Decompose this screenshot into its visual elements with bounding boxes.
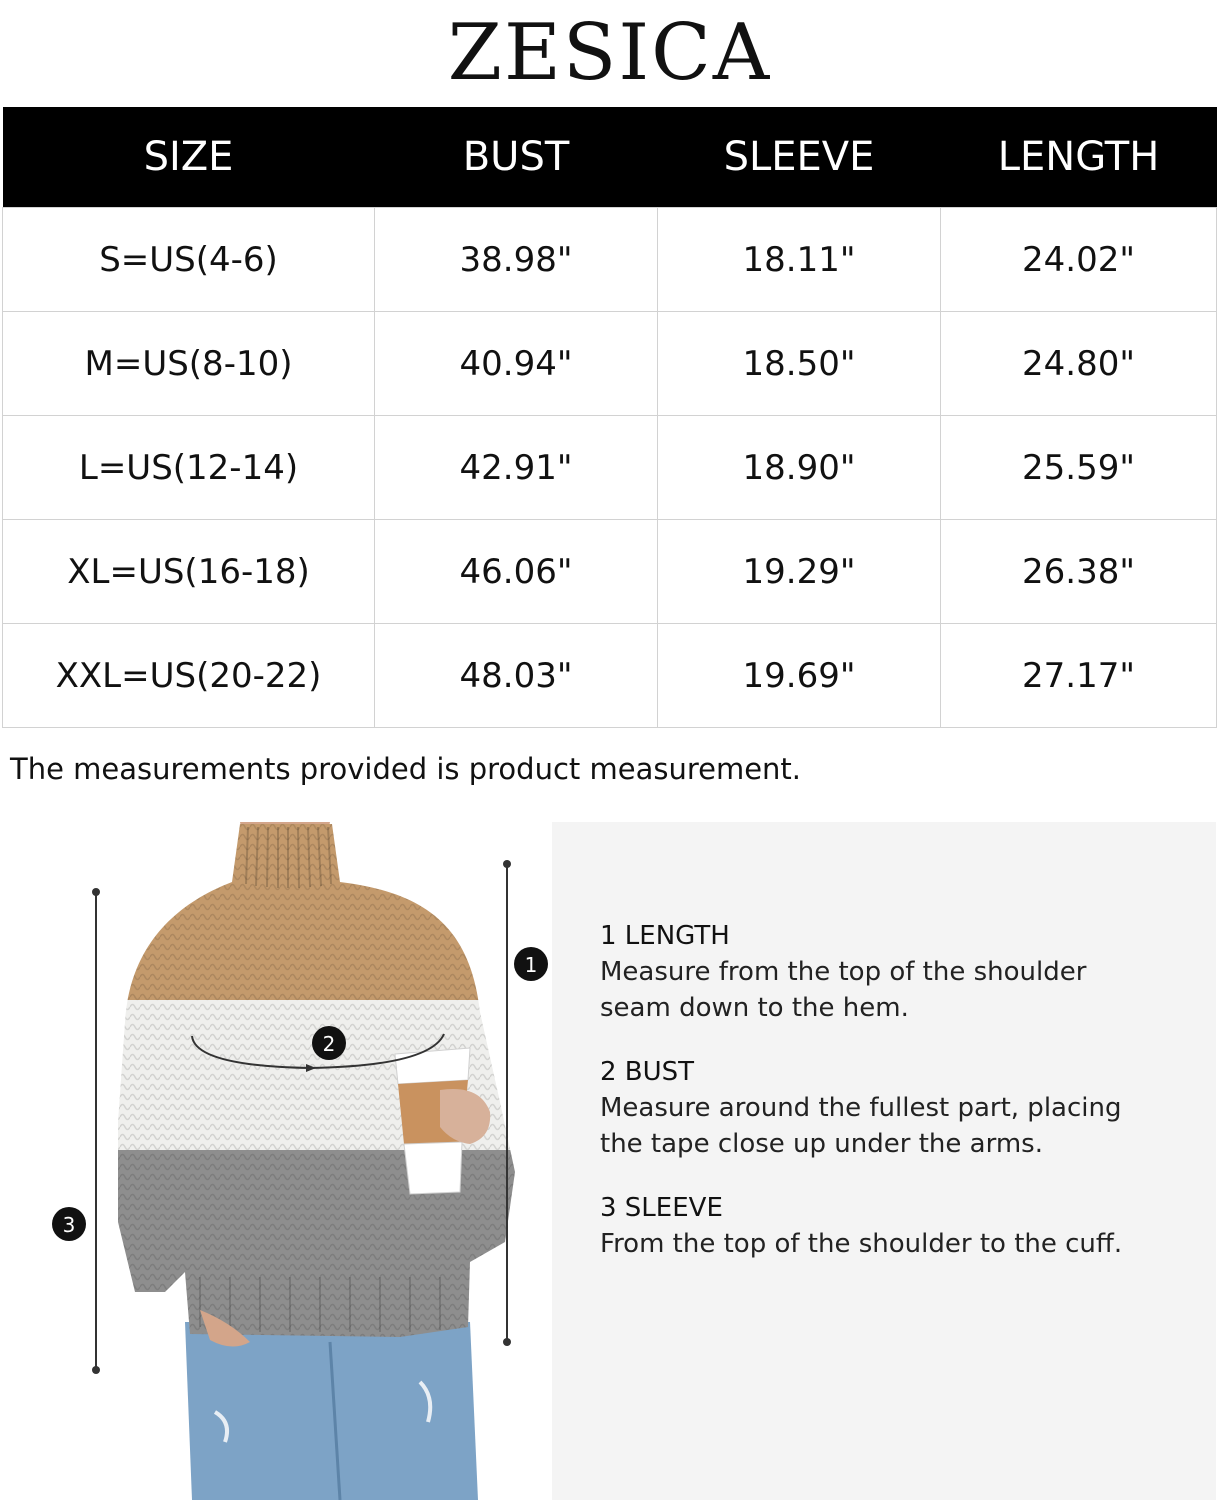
measurement-instructions-panel (552, 822, 1216, 1500)
marker-badge-1 (514, 947, 548, 981)
cell-size: S=US(4-6) (3, 208, 375, 312)
cell-sleeve: 18.11" (658, 208, 941, 312)
cell-bust: 38.98" (375, 208, 658, 312)
cell-size: XL=US(16-18) (3, 520, 375, 624)
instruction-title: 2 BUST (600, 1057, 695, 1087)
cell-sleeve: 18.90" (658, 416, 941, 520)
header-sleeve: SLEEVE (658, 107, 941, 208)
cell-length: 25.59" (941, 416, 1217, 520)
cell-sleeve: 18.50" (658, 312, 941, 416)
cell-sleeve: 19.29" (658, 520, 941, 624)
instruction-sleeve (600, 1190, 1122, 1262)
cell-size: XXL=US(20-22) (3, 624, 375, 728)
svg-text:3: 3 (62, 1213, 76, 1237)
instruction-desc: the tape close up under the arms. (600, 1129, 1043, 1159)
cell-sleeve: 19.69" (658, 624, 941, 728)
marker-badge-2 (312, 1026, 346, 1060)
measurement-note: The measurements provided is product measurement. (10, 752, 802, 786)
table-row (3, 208, 1217, 312)
instruction-bust (600, 1054, 1121, 1162)
svg-text:2: 2 (322, 1032, 336, 1056)
instruction-desc: Measure from the top of the shoulder (600, 957, 1087, 987)
marker-badge-3 (52, 1207, 86, 1241)
sweater-illustration (0, 822, 552, 1500)
table-row (3, 624, 1217, 728)
instruction-desc: From the top of the shoulder to the cuff. (600, 1229, 1123, 1259)
cell-bust: 48.03" (375, 624, 658, 728)
cell-size: L=US(12-14) (3, 416, 375, 520)
instruction-desc: seam down to the hem. (600, 993, 909, 1023)
table-row (3, 416, 1217, 520)
cell-size: M=US(8-10) (3, 312, 375, 416)
instruction-desc: Measure around the fullest part, placing (600, 1093, 1122, 1123)
sweater-shape (100, 822, 540, 1350)
header-size: SIZE (3, 107, 375, 208)
cell-length: 24.80" (941, 312, 1217, 416)
header-length: LENGTH (941, 107, 1217, 208)
table-row (3, 520, 1217, 624)
size-chart-table (2, 107, 1217, 728)
cell-bust: 46.06" (375, 520, 658, 624)
brand-logo: ZESICA (447, 8, 772, 98)
instruction-length (600, 918, 1086, 1026)
header-bust: BUST (375, 107, 658, 208)
cell-length: 24.02" (941, 208, 1217, 312)
instruction-title: 3 SLEEVE (600, 1193, 723, 1223)
instruction-title: 1 LENGTH (600, 921, 730, 951)
table-row (3, 312, 1217, 416)
cell-bust: 42.91" (375, 416, 658, 520)
svg-text:1: 1 (524, 953, 538, 977)
table-header-row (3, 107, 1217, 208)
cell-bust: 40.94" (375, 312, 658, 416)
sweater-measurement-diagram (0, 822, 552, 1500)
cell-length: 26.38" (941, 520, 1217, 624)
cell-length: 27.17" (941, 624, 1217, 728)
